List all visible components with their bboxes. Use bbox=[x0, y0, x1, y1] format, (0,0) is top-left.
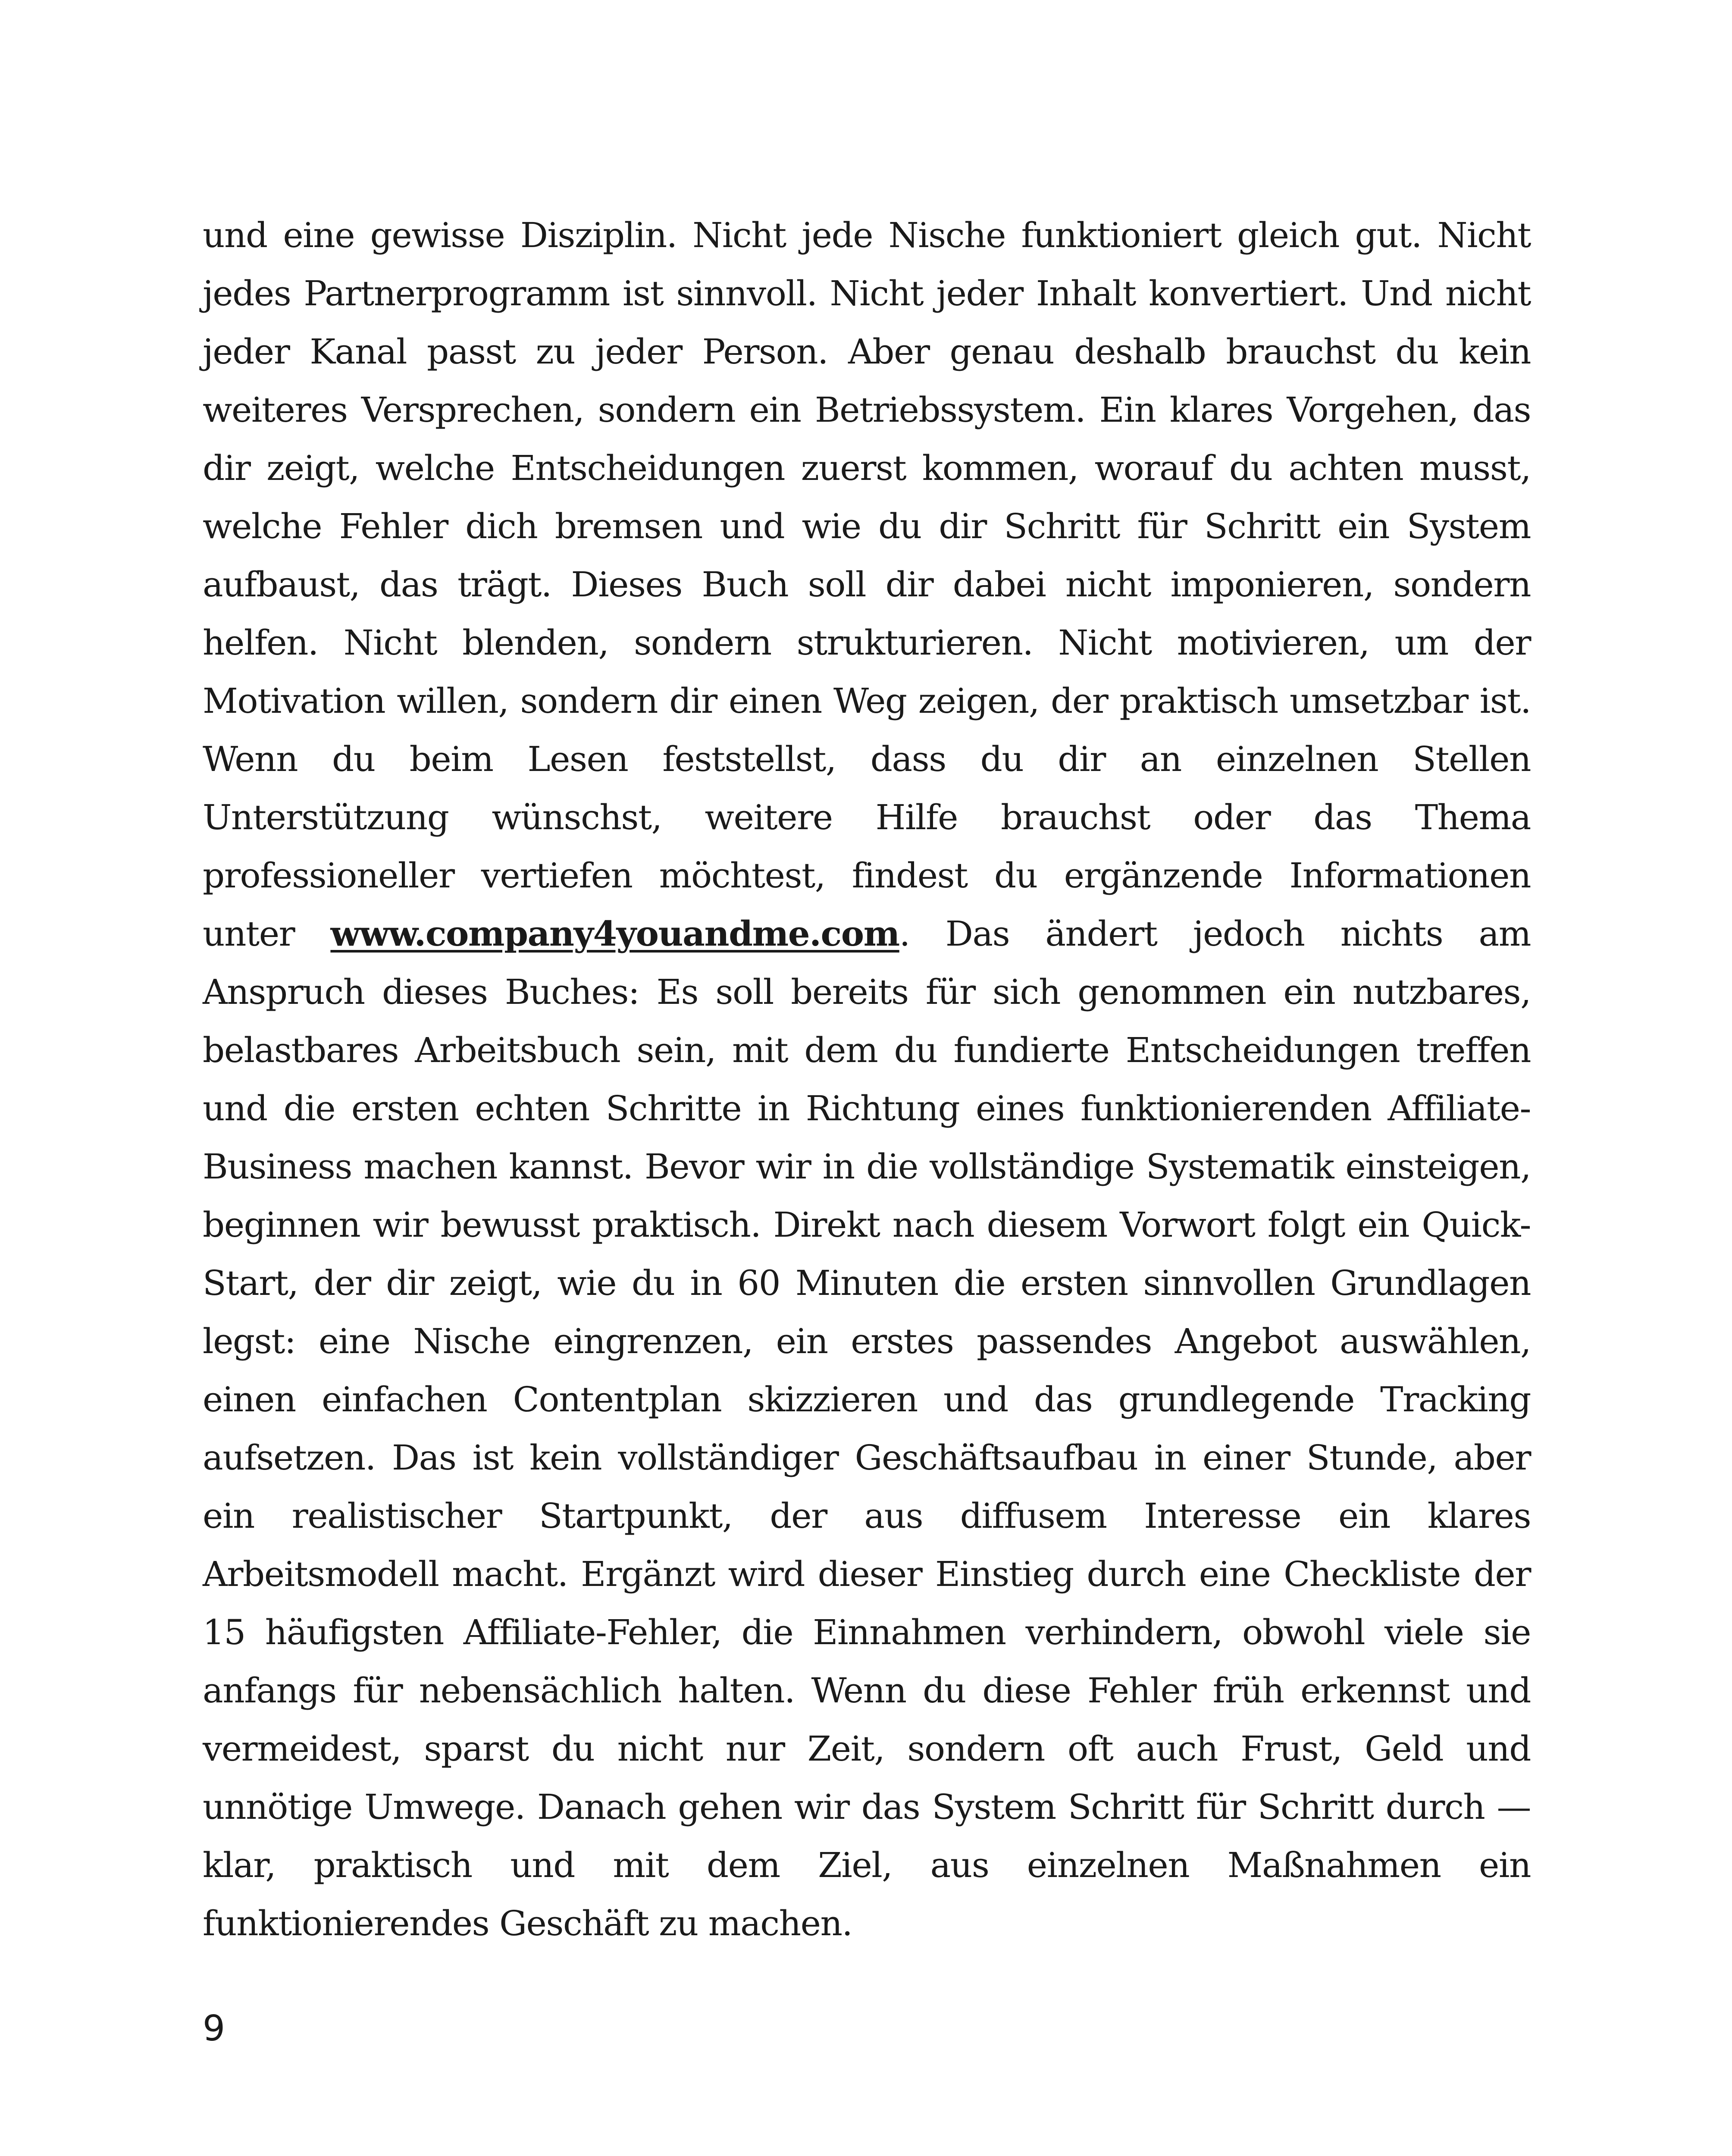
body-paragraph bbox=[203, 206, 1531, 1952]
company-website-link[interactable]: www.company4youandme.com bbox=[330, 913, 899, 954]
paragraph-text-part-2: . Das ändert jedoch nichts am Anspruch dieses Buches: Es soll bereits für sich genommen ein nutzbares, belastbares Arbeitsbuch sein, mit dem du fundierte Entscheidungen treffen und die ersten echten Schritte in Richtung eines funktionierenden Affiliate-Business machen kannst. Bevor wir in die vollständige Systematik einsteigen, beginnen wir bewusst praktisch. Direkt nach diesem Vorwort folgt ein Quick-Start, der dir zeigt, wie du in 60 Minuten die ersten sinnvollen Grundlagen legst: eine Nische eingrenzen, ein erstes passendes Angebot auswählen, einen einfachen Contentplan skizzieren und das grundlegende Tracking aufsetzen. Das ist kein vollständiger Geschäftsaufbau in einer Stunde, aber ein realistischer Startpunkt, der aus diffusem Interesse ein klares Arbeitsmodell macht. Ergänzt wird dieser Einstieg durch eine Checkliste der 15 häufigsten Affiliate-Fehler, die Einnahmen verhindern, obwohl viele sie anfangs für nebensächlich halten. Wenn du diese Fehler früh erkennst und vermeidest, sparst du nicht nur Zeit, sondern oft auch Frust, Geld und unnötige Umwege. Danach gehen wir das System Schritt für Schritt durch — klar, praktisch und mit dem Ziel, aus einzelnen Maßnahmen ein funktionierendes Geschäft zu machen. bbox=[203, 914, 1531, 1943]
paragraph-text-part-1: und eine gewisse Disziplin. Nicht jede Nische funktioniert gleich gut. Nicht jedes Partnerprogramm ist sinnvoll. Nicht jeder Inhalt konvertiert. Und nicht jeder Kanal passt zu jeder Person. Aber genau deshalb brauchst du kein weiteres Versprechen, sondern ein Betriebssystem. Ein klares Vorgehen, das dir zeigt, welche Entscheidungen zuerst kommen, worauf du achten musst, welche Fehler dich bremsen und wie du dir Schritt für Schritt ein System aufbaust, das trägt. Dieses Buch soll dir dabei nicht imponieren, sondern helfen. Nicht blenden, sondern strukturieren. Nicht motivieren, um der Motivation willen, sondern dir einen Weg zeigen, der praktisch umsetzbar ist. Wenn du beim Lesen feststellst, dass du dir an einzelnen Stellen Unterstützung wünschst, weitere Hilfe brauchst oder das Thema professioneller vertiefen möchtest, findest du ergänzende Informationen unter bbox=[203, 215, 1531, 954]
page-number: 9 bbox=[203, 2008, 226, 2049]
